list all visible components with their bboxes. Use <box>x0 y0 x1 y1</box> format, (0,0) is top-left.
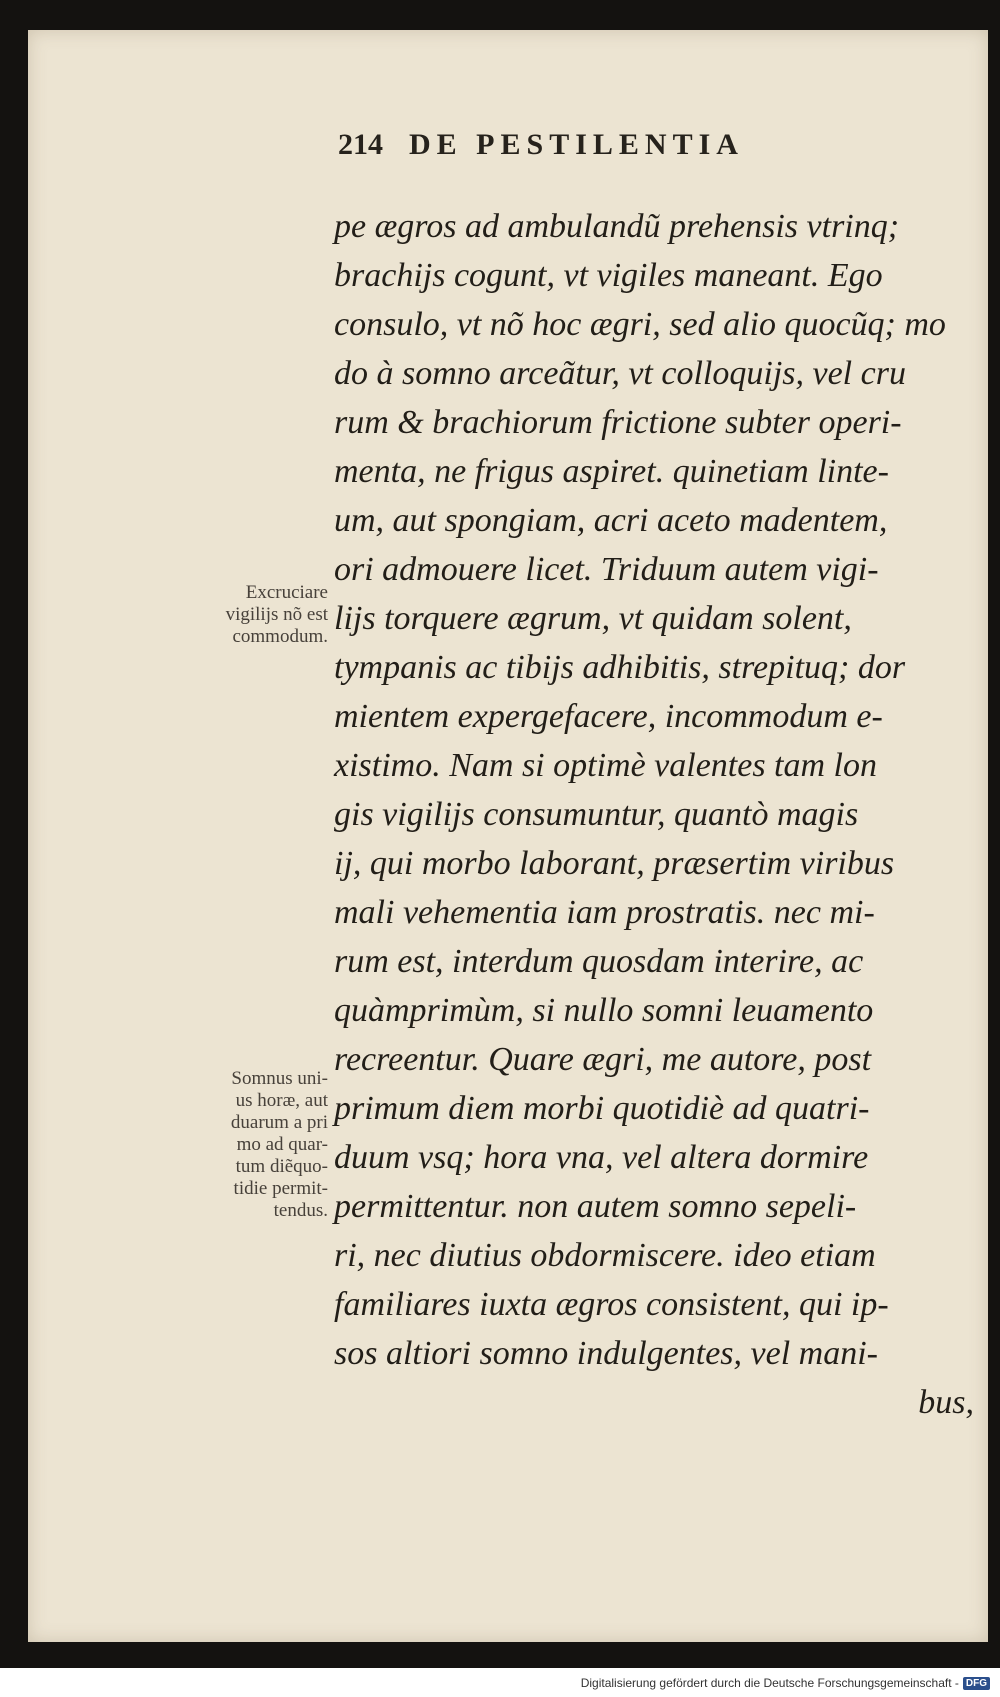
text-line: tympanis ac tibijs adhibitis, strepituq; dor <box>334 649 906 686</box>
marginal-line: tum diẽquo- <box>235 1156 328 1177</box>
text-line: sos altiori somno indulgentes, vel mani- <box>334 1335 878 1372</box>
marginal-line: Somnus uni- <box>231 1068 328 1089</box>
footer-credit-text: Digitalisierung gefördert durch die Deutsche Forschungsgemeinschaft - <box>580 1676 959 1690</box>
dfg-logo: DFG <box>963 1677 990 1690</box>
marginal-line: us horæ, aut <box>235 1090 328 1111</box>
text-line: rum & brachiorum frictione subter operi- <box>334 404 902 441</box>
text-line: ij, qui morbo laborant, præsertim viribus <box>334 845 895 882</box>
marginal-line: mo ad quar- <box>236 1134 328 1155</box>
text-line: rum est, interdum quosdam interire, ac <box>334 943 864 980</box>
text-line: brachijs cogunt, vt vigiles maneant. Ego <box>334 257 883 294</box>
body-text <box>334 202 974 1427</box>
footer-credit <box>581 1676 990 1690</box>
text-line: do à somno arceãtur, vt colloquijs, vel cru <box>334 355 906 392</box>
text-line: ri, nec diutius obdormiscere. ideo etiam <box>334 1237 876 1274</box>
book-page <box>28 30 988 1642</box>
text-line: um, aut spongiam, acri aceto madentem, <box>334 502 888 539</box>
text-line: familiares iuxta ægros consistent, qui ip- <box>334 1286 889 1323</box>
page-header <box>338 128 898 162</box>
text-line: gis vigilijs consumuntur, quantò magis <box>334 796 859 833</box>
running-title: DE PESTILENTIA <box>409 128 744 161</box>
text-line: consulo, vt nõ hoc ægri, sed alio quocũq; mo <box>334 306 946 343</box>
text-line: primum diem morbi quotidiè ad quatri- <box>334 1090 870 1127</box>
text-line: permittentur. non autem somno sepeli- <box>334 1188 857 1225</box>
text-line: lijs torquere ægrum, vt quidam solent, <box>334 600 852 637</box>
text-line: ori admouere licet. Triduum autem vigi- <box>334 551 879 588</box>
text-line: menta, ne frigus aspiret. quinetiam linte- <box>334 453 889 490</box>
catchword: bus, <box>918 1384 974 1421</box>
marginal-line: tendus. <box>273 1200 328 1221</box>
marginal-note-1 <box>178 582 328 648</box>
text-line: quàmprimùm, si nullo somni leuamento <box>334 992 874 1029</box>
marginal-line: vigilijs nõ est <box>225 604 328 625</box>
text-line: xistimo. Nam si optimè valentes tam lon <box>334 747 878 784</box>
marginal-line: Excruciare <box>245 582 328 603</box>
marginal-line: duarum a pri <box>230 1112 328 1133</box>
page-number: 214 <box>338 128 383 161</box>
marginal-note-2 <box>178 1068 328 1222</box>
text-line: pe ægros ad ambulandũ prehensis vtrinq; <box>334 208 900 245</box>
text-line: mali vehementia iam prostratis. nec mi- <box>334 894 875 931</box>
marginal-line: tidie permit- <box>233 1178 328 1199</box>
marginal-line: commodum. <box>232 626 328 647</box>
text-line: duum vsq; hora vna, vel altera dormire <box>334 1139 869 1176</box>
text-line: mientem expergefacere, incommodum e- <box>334 698 883 735</box>
text-line: recreentur. Quare ægri, me autore, post <box>334 1041 872 1078</box>
